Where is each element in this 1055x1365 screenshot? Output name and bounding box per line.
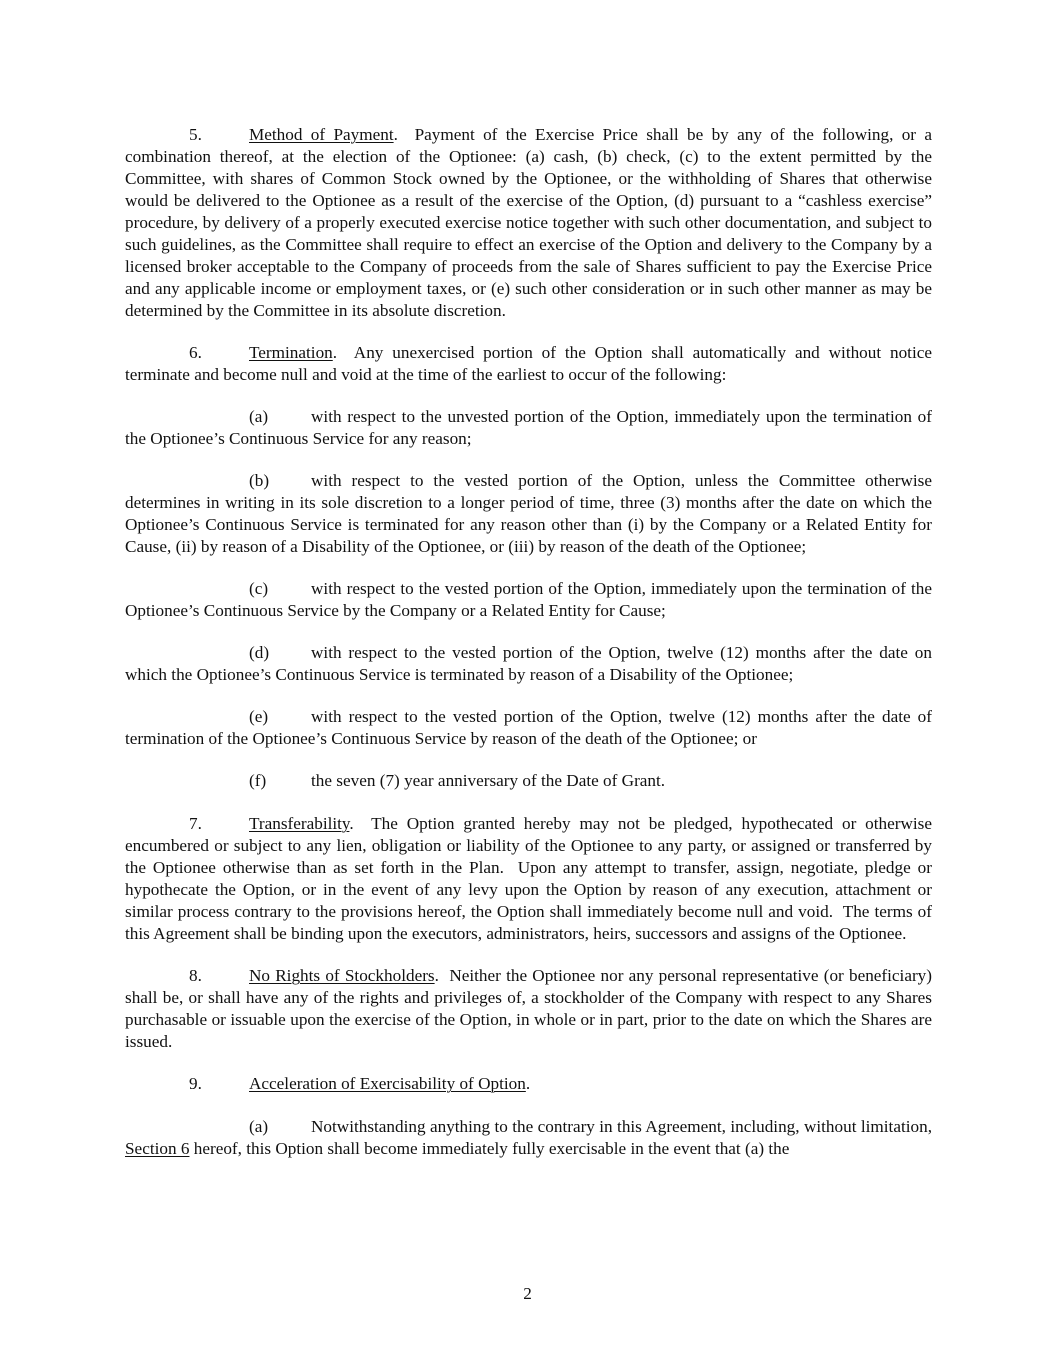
heading-period: . — [525, 1074, 531, 1093]
subsection-text-continued: hereof, this Option shall become immediately fully exercisable in the event that (a) the — [189, 1139, 790, 1158]
heading-period: . — [349, 814, 354, 833]
section-heading: Acceleration of Exercisability of Option — [249, 1074, 526, 1093]
section-9-paragraph — [125, 1073, 932, 1095]
subsection-label: (c) — [249, 579, 269, 598]
subsection-9a-paragraph — [125, 1116, 932, 1160]
subsection-6c-paragraph — [125, 578, 932, 622]
section-heading: Method of Payment — [249, 125, 394, 144]
section-5-paragraph — [125, 124, 937, 322]
subsection-label: (f) — [249, 771, 267, 790]
subsection-6f-paragraph — [125, 770, 932, 792]
page-number: 2 — [523, 1284, 532, 1303]
subsection-6e-paragraph — [125, 706, 932, 750]
subsection-label: (b) — [249, 471, 270, 490]
heading-period: . — [434, 966, 439, 985]
section-heading: Termination — [249, 343, 333, 362]
section-text: Payment of the Exercise Price shall be by any of the following, or a combination thereof, at the election of the Optionee: (a) cash, (b) check, (c) to the extent permitted by the Committee, with shares of Common Stock owned by the Optionee, or the withholding of Shares that otherwise would be delivered to the Optionee as a result of the exercise of the Option, (d) pursuant to a “cashless exercise” procedure, by delivery of a properly executed exercise notice together with such other documentation, and subject to such guidelines, as the Committee shall require to effect an exercise of the Option and delivery to the Company by a licensed broker acceptable to the Company of proceeds from the sale of Shares sufficient to pay the Exercise Price and any applicable income or employment taxes, or (e) such other consideration or in such other manner as may be determined by the Committee in its absolute discretion. — [125, 125, 937, 320]
subsection-label: (a) — [249, 407, 269, 426]
section-number: 6. — [189, 343, 202, 362]
section-text: The Option granted hereby may not be pledged, hypothecated or otherwise encumbered or subject to any lien, obligation or liability of the Optionee to any party, or assigned or transferred by the Optionee otherwise than as set forth in the Plan. Upon any attempt to transfer, assign, negotiate, pledge or hypothecate the Option, or in the event of any levy upon the Option by reason of any execution, attachment or similar process contrary to the provisions hereof, the Option shall immediately become null and void. The terms of this Agreement shall be binding upon the executors, administrators, heirs, successors and assigns of the Optionee. — [125, 814, 937, 943]
section-text: Any unexercised portion of the Option shall automatically and without notice terminate and become null and void at the time of the earliest to occur of the following: — [125, 343, 937, 384]
subsection-6a-paragraph — [125, 406, 932, 450]
section-heading: No Rights of Stockholders — [249, 966, 435, 985]
section-text: Neither the Optionee nor any personal representative (or beneficiary) shall be, or shall have any of the rights and privileges of, a stockholder of the Company with respect to any Shares purchasable or issuable upon the exercise of the Option, in whole or in part, prior to the date on which the Shares are issued. — [125, 966, 937, 1051]
section-7-paragraph — [125, 813, 937, 945]
section-number: 9. — [189, 1074, 202, 1093]
subsection-text: with respect to the vested portion of the Option, unless the Committee otherwise determines in writing in its sole discretion to a longer period of time, three (3) months after the date on which the Optionee’s Continuous Service is terminated for any reason other than (i) by the Company or a Related Entity for Cause, (ii) by reason of a Disability of the Optionee, or (iii) by reason of the death of the Optionee; — [125, 471, 932, 556]
subsection-label: (d) — [249, 643, 270, 662]
subsection-text: Notwithstanding anything to the contrary in this Agreement, including, without limitation, — [311, 1117, 932, 1136]
subsection-text: with respect to the vested portion of the Option, twelve (12) months after the date on which the Optionee’s Continuous Service is terminated by reason of a Disability of the Optionee; — [125, 643, 932, 684]
subsection-label: (a) — [249, 1117, 269, 1136]
heading-period: . — [393, 125, 398, 144]
section-heading: Transferability — [249, 814, 350, 833]
subsection-label: (e) — [249, 707, 269, 726]
section-6-paragraph — [125, 342, 937, 386]
subsection-6b-paragraph — [125, 470, 932, 558]
subsection-text: the seven (7) year anniversary of the Date of Grant. — [311, 771, 666, 790]
subsection-text: with respect to the unvested portion of the Option, immediately upon the termination of the Optionee’s Continuous Service for any reason; — [125, 407, 932, 448]
section-number: 7. — [189, 814, 202, 833]
subsection-6d-paragraph — [125, 642, 932, 686]
heading-period: . — [332, 343, 338, 362]
section-number: 8. — [189, 966, 202, 985]
section-6-reference: Section 6 — [125, 1139, 190, 1158]
section-8-paragraph — [125, 965, 937, 1053]
subsection-text: with respect to the vested portion of the Option, immediately upon the termination of the Optionee’s Continuous Service by the Company or a Related Entity for Cause; — [125, 579, 932, 620]
document-page — [125, 124, 937, 1180]
subsection-text: with respect to the vested portion of the Option, twelve (12) months after the date of termination of the Optionee’s Continuous Service by reason of the death of the Optionee; or — [125, 707, 932, 748]
section-number: 5. — [189, 125, 202, 144]
